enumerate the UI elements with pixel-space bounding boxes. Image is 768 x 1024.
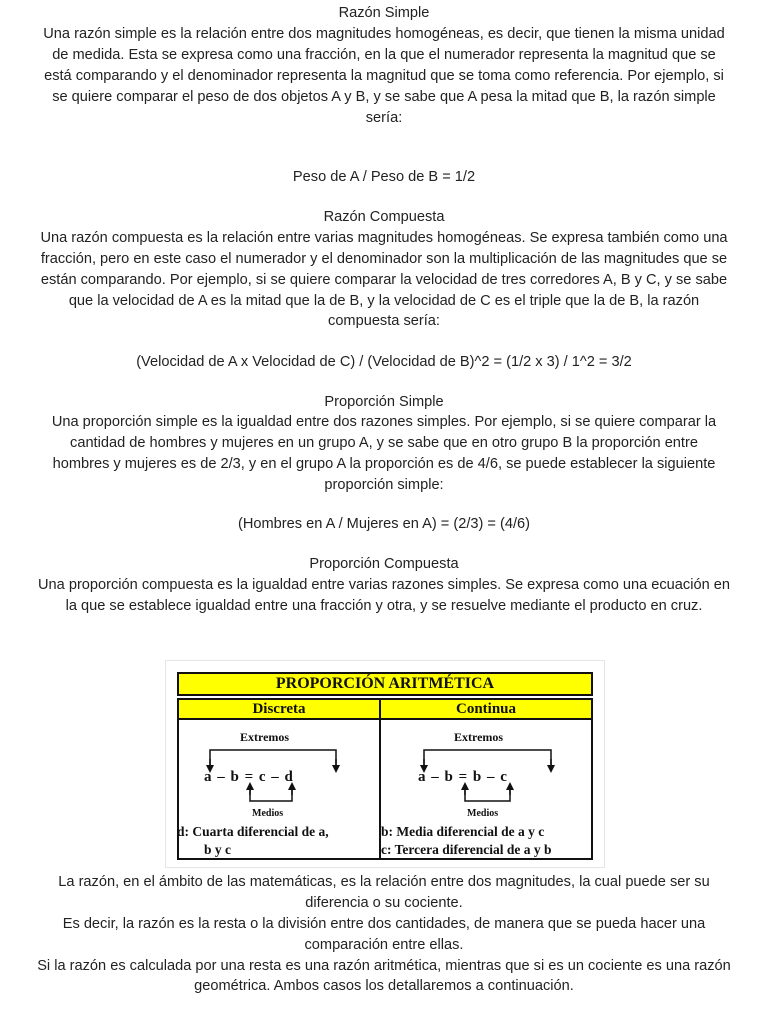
paragraph-line: compuesta sería:: [328, 313, 440, 329]
equation-continua: a – b = b – c: [418, 769, 508, 785]
paragraph-line: se quiere comparar el peso de dos objetos A y B, y se sabe que A pesa la mitad que B, la razón simple: [52, 89, 716, 105]
paragraph-line: Una proporción compuesta es la igualdad entre varias razones simples. Se expresa como una ecuación en: [38, 577, 730, 593]
extremos-bracket-right: [424, 750, 551, 765]
paragraph-line: están comparando. Por ejemplo, si se quiere comparar la velocidad de tres corredores A, B y C, y se sabe: [40, 272, 728, 288]
figure-header-continua: Continua: [379, 698, 593, 720]
section-title-razon-simple: Razón Simple: [338, 5, 430, 21]
paragraph-line: Una razón compuesta es la relación entre varias magnitudes homogéneas. Se expresa también como una: [40, 230, 728, 246]
paragraph-line: sería:: [365, 110, 403, 126]
formula-razon-compuesta: (Velocidad de A x Velocidad de C) / (Velocidad de B)^2 = (1/2 x 3) / 1^2 = 3/2: [136, 354, 632, 370]
paragraph-line: Una razón simple es la relación entre dos magnitudes homogéneas, es decir, que tienen la misma unidad: [43, 26, 725, 42]
figure-title: PROPORCIÓN ARITMÉTICA: [177, 672, 593, 696]
note-discreta-line2: b y c: [204, 842, 231, 857]
paragraph-line: comparación entre ellas.: [304, 937, 464, 953]
medios-bracket-left: [250, 788, 292, 801]
formula-proporcion-simple: (Hombres en A / Mujeres en A) = (2/3) = (4/6): [237, 516, 530, 532]
equation-discreta: a – b = c – d: [204, 769, 294, 785]
medios-label-left: Medios: [252, 808, 284, 819]
medios-bracket-right: [465, 788, 510, 801]
paragraph-line: La razón, en el ámbito de las matemáticas, es la relación entre dos magnitudes, la cual puede ser su: [58, 874, 710, 890]
extremos-label-left: Extremos: [240, 730, 290, 744]
note-continua-line1: b: Media diferencial de a y c: [381, 824, 545, 839]
paragraph-line: de medida. Esta se expresa como una fracción, en la que el numerador representa la magnitud que se: [52, 47, 716, 63]
extremos-bracket-left: [210, 750, 336, 765]
paragraph-line: fracción, pero en este caso el numerador y el denominador son la multiplicación de las magnitudes que se: [40, 251, 728, 267]
paragraph-line: diferencia o su cociente.: [305, 895, 463, 911]
paragraph-line: la que se establece igualdad entre una fracción y otra, y se resuelve mediante el producto en cruz.: [65, 598, 703, 614]
paragraph-line: Una proporción simple es la igualdad entre dos razones simples. Por ejemplo, si se quiere comparar la: [51, 414, 717, 430]
paragraph-line: está comparando y el denominador representa la magnitud que se toma como referencia. Por ejemplo, si: [44, 68, 724, 84]
paragraph-line: Es decir, la razón es la resta o la división entre dos cantidades, de manera que se pueda hacer una: [62, 916, 706, 932]
paragraph-line: Si la razón es calculada por una resta es una razón aritmética, mientras que si es un cociente es una razón: [37, 958, 731, 974]
proporcion-aritmetica-figure: [165, 660, 605, 868]
note-continua-line2: c: Tercera diferencial de a y b: [381, 842, 552, 857]
paragraph-line: cantidad de hombres y mujeres en un grupo A, y se sabe que en otro grupo B la proporción entre: [70, 435, 698, 451]
extremos-label-right: Extremos: [454, 730, 504, 744]
medios-label-right: Medios: [467, 808, 499, 819]
section-title-razon-compuesta: Razón Compuesta: [323, 209, 445, 225]
section-title-proporcion-compuesta: Proporción Compuesta: [309, 556, 459, 572]
paragraph-line: geométrica. Ambos casos los detallaremos a continuación.: [194, 978, 574, 994]
section-title-proporcion-simple: Proporción Simple: [324, 394, 444, 410]
figure-header-discreta: Discreta: [177, 698, 381, 720]
formula-razon-simple: Peso de A / Peso de B = 1/2: [292, 169, 476, 185]
note-discreta-line1: d: Cuarta diferencial de a,: [177, 824, 329, 839]
paragraph-line: que la velocidad de A es la mitad que la de B, y la velocidad de C es el triple que la de B, la razón: [68, 293, 700, 309]
paragraph-line: hombres y mujeres es de 2/3, y en el grupo A la proporción es de 4/6, se puede establecer la siguiente: [52, 456, 716, 472]
paragraph-line: proporción simple:: [324, 477, 444, 493]
